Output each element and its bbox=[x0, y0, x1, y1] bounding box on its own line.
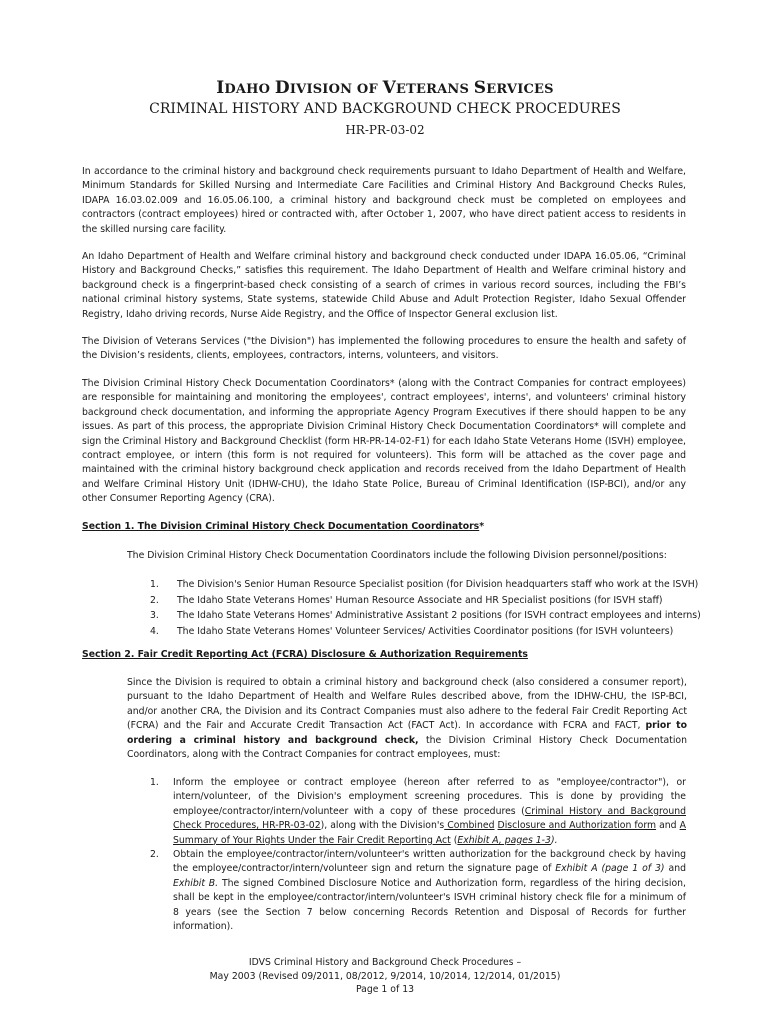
procedures-link[interactable]: Criminal History and Background Check Procedures, HR-PR-03-02 bbox=[173, 805, 687, 832]
exhibit-a-link[interactable]: Exhibit A, pages 1-3 bbox=[457, 834, 551, 846]
section-2-intro: Since the Division is required to obtain a criminal history and background check (also considered a consumer report), pursuant to the Idaho Department of Health and Welfare Rules described above, from the IDHW-CHU, the ISP-BCI, and/or another CRA, the Division and its Contract Companies must also adhere to the federal Fair Credit Reporting Act (FCRA) and the Fair and Accurate Credit Transaction Act (FACT Act). In accordance with FCRA and FACT, prior to ordering a criminal history and background check, the Division Criminal History Check Documentation Coordinators, along with the Contract Companies for contract employees, must: bbox=[127, 677, 687, 761]
page-footer bbox=[0, 956, 770, 997]
section-2-list bbox=[150, 776, 686, 934]
rights-summary-link[interactable]: A Summary of Your Rights Under the Fair Credit Reporting Act bbox=[173, 820, 686, 846]
document-number: HR-PR-03-02 bbox=[345, 123, 425, 137]
list-item: 1. Inform the employee or contract employee (hereon after referred to as "employee/contractor"), or intern/volunteer, of the Division's employment screening procedures. This is done by providing the employee/contractor/intern/volunteer with a copy of these procedures (Criminal History and Background Check Procedures, HR-PR-03-02), along with the Division's Combined Disclosure and Authorization form and A Summary of Your Rights Under the Fair Credit Reporting Act (Exhibit A, pages 1-3). bbox=[150, 777, 687, 846]
paragraph-idhw-check: An Idaho Department of Health and Welfare criminal history and background check conducted under IDAPA 16.05.06, “Criminal History and Background Checks,” satisfies this requirement. The Idaho Department of Health and Welfare criminal history and background check is a fingerprint-based check consisting of a search of crimes in various record sources, including the FBI’s national criminal history systems, State systems, statewide Child Abuse and Adult Protection Register, Idaho Sexual Offender Registry, Idaho driving records, Nurse Aide Registry, and the Office of Inspector General exclusion list. bbox=[82, 251, 686, 320]
paragraph-coordinators: The Division Criminal History Check Documentation Coordinators* (along with the Contract Companies for contract employees) are responsible for maintaining and monitoring the employees', contract employees', interns', and volunteers' criminal history background check documentation, and informing the appropriate Agency Program Executives if there should happen to be any issues. As part of this process, the appropriate Division Criminal History Check Documentation Coordinators* will complete and sign the Criminal History and Background Checklist (form HR-PR-14-02-F1) for each Idaho State Veterans Home (ISVH) employee, contract employee, or intern (this form is not required for volunteers). This form will be attached as the cover page and maintained with the criminal history background check application and records received from the Idaho Department of Health and Welfare Criminal History Unit (IDHW-CHU), the Idaho State Police, Bureau of Criminal Identification (ISP-BCI), and/or any other Consumer Reporting Agency (CRA). bbox=[82, 378, 686, 505]
list-item: 2. Obtain the employee/contractor/intern/volunteer's written authorization for the background check by having the employee/contractor/intern/volunteer sign and return the signature page of Exhibit A (page 1 of 3) and Exhibit B. The signed Combined Disclosure Notice and Authorization form, regardless of the hiring decision, shall be kept in the employee/contractor/intern/volunteer's ISVH criminal history check file for a minimum of 8 years (see the Section 7 below concerning Records Retention and Disposal of Records for further information). bbox=[150, 849, 686, 933]
section-2-heading: Section 2. Fair Credit Reporting Act (FCRA) Disclosure & Authorization Requirements bbox=[82, 649, 528, 660]
footer-revisions: May 2003 (Revised 09/2011, 08/2012, 9/2014, 10/2014, 12/2014, 01/2015) bbox=[209, 970, 561, 982]
disclosure-form-link[interactable]: Disclosure and Authorization form bbox=[497, 820, 657, 832]
footer-title: IDVS Criminal History and Background Check Procedures – bbox=[248, 957, 522, 968]
document-page: IDAHO DIVISION OF VETERANS SERVICES CRIMINAL HISTORY AND BACKGROUND CHECK PROCEDURES HR-PR-03-02 In accordance to the criminal history and background check requirements pursuant to Idaho Department of Health and Welfare, Minimum Standards for Skilled Nursing and Intermediate Care Facilities and Criminal History And Background Checks Rules, IDAPA 16.03.02.009 and 16.05.06.100, a criminal history and background check must be completed on employees and contractors (contract employees) hired or contracted with, after October 1, 2007, who have direct patient access to residents in the skilled nursing care facility. An Idaho Department of Health and Welfare criminal history and background check conducted under IDAPA 16.05.06, “Criminal History and Background Checks,” satisfies this requirement. The Idaho Department of Health and Welfare criminal history and background check is a fingerprint-based check consisting of a search of crimes in various record sources, including the FBI’s national criminal history systems, State systems, statewide Child Abuse and Adult Protection Register, Idaho Sexual Offender Registry, Idaho driving records, Nurse Aide Registry, and the Office of Inspector General exclusion list. The Division of Veterans Services ("the Division") has implemented the following procedures to ensure the health and safety of the Division’s residents, clients, employees, contractors, interns, volunteers, and visitors. The Division Criminal History Check Documentation Coordinators* (along with the Contract Companies for contract employees) are responsible for maintaining and monitoring the employees', contract employees', interns', and volunteers' criminal history background check documentation, and informing the appropriate Agency Program Executives if there should happen to be any issues. As part of this process, the appropriate Division Criminal History Check Documentation Coordinators* will complete and sign the Criminal History and Background Checklist (form HR-PR-14-02-F1) for each Idaho State Veterans Home (ISVH) employee, contract employee, or intern (this form is not required for volunteers). This form will be attached as the cover page and maintained with the criminal history background check application and records received from the Idaho Department of Health and Welfare Criminal History Unit (IDHW-CHU), the Idaho State Police, Bureau of Criminal Identification (ISP-BCI), and/or any other Consumer Reporting Agency (CRA). Section 1. The Division Criminal History Check Documentation Coordinators* The Division Criminal History Check Documentation Coordinators include the following Division personnel/positions: 1. The Division's Senior Human Resource Specialist position (for Division headquarters staff who work at the ISVH) 2. The Idaho State Veterans Homes' Human Resource Associate and HR Specialist positions (for ISVH staff) 3. The Idaho State Veterans Homes' Administrative Assistant 2 positions (for ISVH contract employees and interns) 4. The Idaho State Veterans Homes' Volunteer Services/ Activities Coordinator positions (for ISVH volunteers) Section 2. Fair Credit Reporting Act (FCRA) Disclosure & Authorization Requirements Since the Division is required to obtain a criminal history and background check (also considered a consumer report), pursuant to the Idaho Department of Health and Welfare Rules described above, from the IDHW-CHU, the ISP-BCI, and/or another CRA, the Division and its Contract Companies must also adhere to the federal Fair Credit Reporting Act (FCRA) and the Fair and Accurate Credit Transaction Act (FACT Act). In accordance with FCRA and FACT, prior to ordering a criminal history and background check, the Division Criminal History Check Documentation Coordinators, along with the Contract Companies for contract employees, must: 1. Inform the employee or contract employee (hereon after referred to as "employee/contractor"), or intern/volunteer, of the Division's employment screening procedures. This is done by providing the employee/contractor/intern/volunteer with a copy of these procedures (Criminal History and Background Check Procedures, HR-PR-03-02), along with the Division's Combined Disclosure and Authorization form and A Summary of Your Rights Under the Fair Credit Reporting Act (Exhibit A, pages 1-3). 2. Obtain the employee/contractor/intern/volunteer's written authorization for the background check by having the employee/contractor/intern/volunteer sign and return the signature page of Exhibit A (page 1 of 3) and Exhibit B. The signed Combined Disclosure Notice and Authorization form, regardless of the hiring decision, shall be kept in the employee/contractor/intern/volunteer's ISVH criminal history check file for a minimum of 8 years (see the Section 7 below concerning Records Retention and Disposal of Records for further information). IDVS Criminal History and Background Check Procedures – May 2003 (Revised 09/2011, 08/2012, 9/2014, 10/2014, 12/2014, 01/2015) Page 1 of 13 bbox=[0, 0, 770, 1024]
section-1-intro: The Division Criminal History Check Documentation Coordinators include the following Division personnel/positions: bbox=[127, 550, 667, 561]
paragraph-intro: In accordance to the criminal history and background check requirements pursuant to Idaho Department of Health and Welfare, Minimum Standards for Skilled Nursing and Intermediate Care Facilities and Criminal History And Background Checks Rules, IDAPA 16.03.02.009 and 16.05.06.100, a criminal history and background check must be completed on employees and contractors (contract employees) hired or contracted with, after October 1, 2007, who have direct patient access to residents in the skilled nursing care facility. bbox=[82, 166, 686, 235]
combined-link[interactable]: Combined bbox=[444, 820, 495, 832]
paragraph-division-procedures: The Division of Veterans Services ("the Division") has implemented the following procedures to ensure the health and safety of the Division’s residents, clients, employees, contractors, interns, volunteers, and visitors. bbox=[82, 336, 686, 362]
section-1-heading: Section 1. The Division Criminal History Check Documentation Coordinators* bbox=[82, 521, 485, 532]
document-subtitle: CRIMINAL HISTORY AND BACKGROUND CHECK PROCEDURES bbox=[149, 101, 621, 117]
organization-title: IDAHO DIVISION OF VETERANS SERVICES bbox=[216, 78, 554, 98]
page-number: Page 1 of 13 bbox=[355, 984, 415, 995]
